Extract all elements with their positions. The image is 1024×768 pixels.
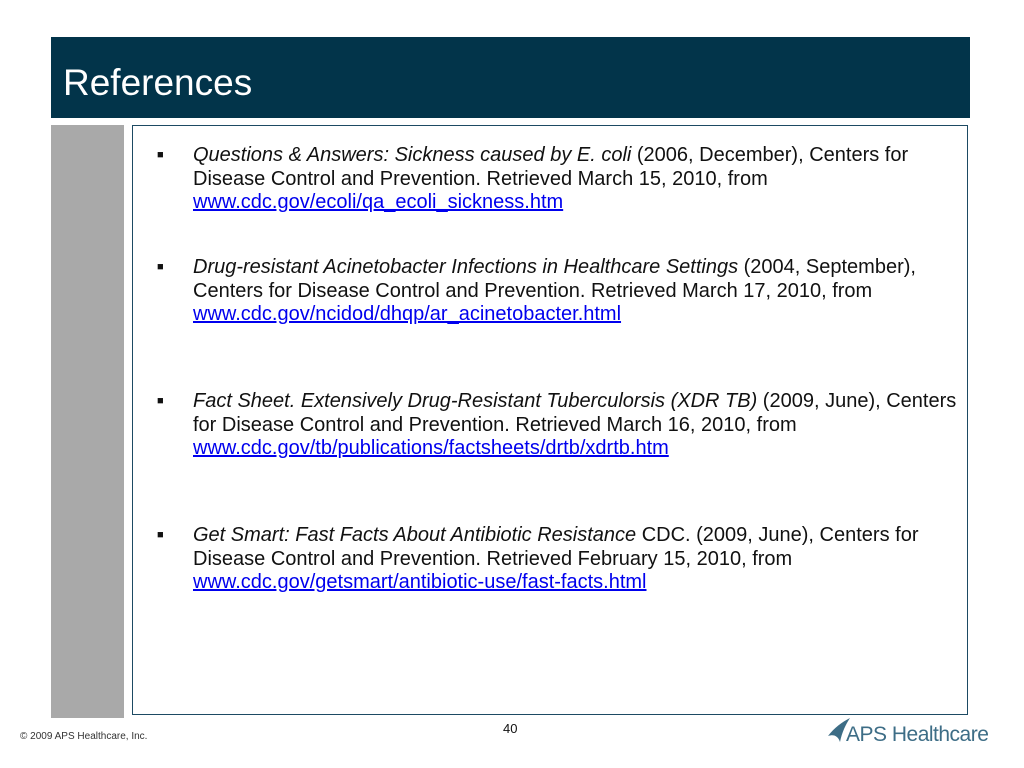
reference-title: Questions & Answers: Sickness caused by E. coli [193,144,632,166]
reference-item [157,524,957,595]
reference-item [157,144,957,215]
square-bullet-icon: ■ [157,261,164,273]
reference-citation: CDC. (2009, June), Centers for Disease Control and Prevention. Retrieved February 15, 2010, from [193,524,919,570]
reference-link[interactable]: www.cdc.gov/getsmart/antibiotic-use/fast-facts.html [193,571,647,593]
company-logo [826,716,989,752]
square-bullet-icon: ■ [157,149,164,161]
reference-citation: (2006, December), Centers for Disease Control and Prevention. Retrieved March 15, 2010, from [193,144,909,190]
reference-citation: (2009, June), Centers for Disease Control and Prevention. Retrieved March 16, 2010, from [193,390,957,436]
page-number: 40 [503,721,518,736]
reference-citation: (2004, September), Centers for Disease Control and Prevention. Retrieved March 17, 2010, from [193,256,916,302]
reference-title: Get Smart: Fast Facts About Antibiotic Resistance [193,524,637,546]
title-bar [51,37,970,118]
logo-text: APS Healthcare [846,723,989,746]
reference-link[interactable]: www.cdc.gov/tb/publications/factsheets/drtb/xdrtb.htm [193,437,669,459]
reference-item [157,256,957,327]
square-bullet-icon: ■ [157,395,164,407]
reference-link[interactable]: www.cdc.gov/ncidod/dhqp/ar_acinetobacter.html [193,303,622,325]
reference-title: Fact Sheet. Extensively Drug-Resistant Tuberculorsis (XDR TB) [193,390,758,412]
reference-link[interactable]: www.cdc.gov/ecoli/qa_ecoli_sickness.htm [193,191,564,213]
square-bullet-icon: ■ [157,529,164,541]
slide-title: References [63,62,253,103]
reference-title: Drug-resistant Acinetobacter Infections in Healthcare Settings [193,256,739,278]
reference-item [157,390,957,461]
side-strip [51,125,124,718]
copyright-notice: © 2009 APS Healthcare, Inc. [20,731,148,742]
references-panel [132,125,968,715]
